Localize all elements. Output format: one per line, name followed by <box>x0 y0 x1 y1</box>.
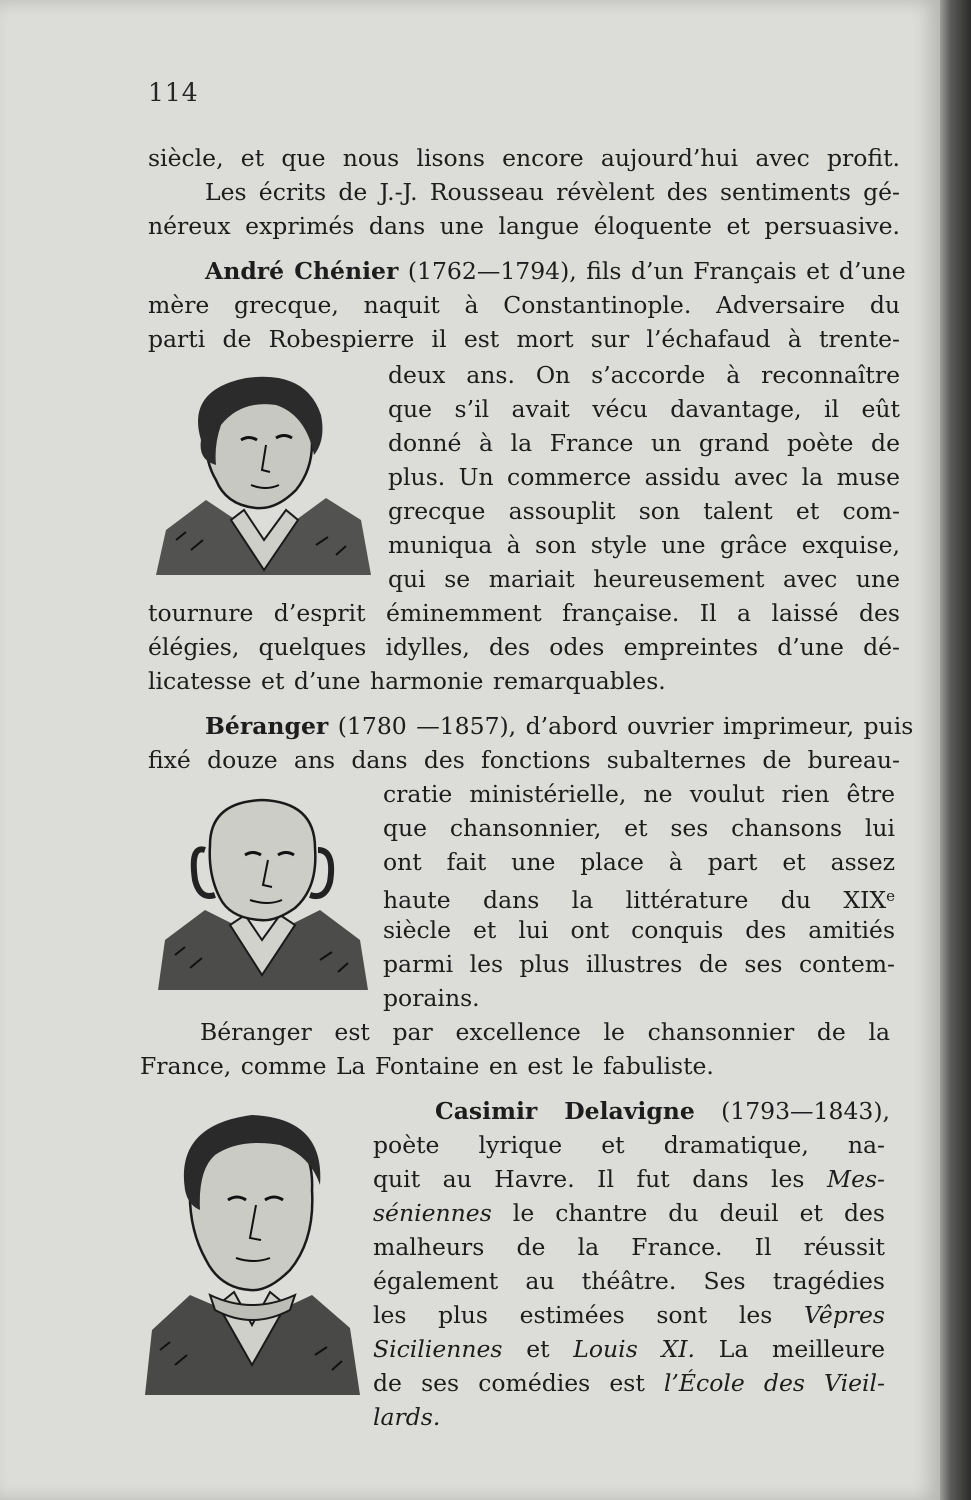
text-line: séniennes le chantre du deuil et des <box>373 1199 885 1227</box>
text-line: André Chénier (1762—1794), fils d’un Français et d’une <box>205 257 906 285</box>
text-line: Siciliennes et Louis XI. La meilleure <box>373 1335 885 1363</box>
text-line: mère grecque, naquit à Constantinople. Adversaire du <box>148 291 900 319</box>
text-line: poète lyrique et dramatique, na- <box>373 1131 885 1159</box>
text-line: siècle et lui ont conquis des amitiés <box>383 916 895 944</box>
text-line: parmi les plus illustres de ses contem- <box>383 950 895 978</box>
text-line: néreux exprimés dans une langue éloquente et persuasive. <box>148 212 900 240</box>
text-line: Béranger est par excellence le chansonnier de la <box>200 1018 890 1046</box>
portrait-chenier <box>146 370 376 585</box>
text-line: lards. <box>373 1403 441 1431</box>
text-line: Casimir Delavigne (1793—1843), <box>435 1097 890 1125</box>
text-line: fixé douze ans dans des fonctions subalternes de bureau- <box>148 746 900 774</box>
author-name-chenier: André Chénier <box>205 257 399 285</box>
page-number: 114 <box>148 78 199 107</box>
text-line: donné à la France un grand poète de <box>388 429 900 457</box>
text-line: cratie ministérielle, ne voulut rien être <box>383 780 895 808</box>
text-line: que s’il avait vécu davantage, il eût <box>388 395 900 423</box>
text-line: les plus estimées sont les Vêpres <box>373 1301 885 1329</box>
text-line: malheurs de la France. Il réussit <box>373 1233 885 1261</box>
text-line: France, comme La Fontaine en est le fabuliste. <box>140 1052 714 1080</box>
text-line: élégies, quelques idylles, des odes empreintes d’une dé- <box>148 633 900 661</box>
author-name-delavigne: Casimir Delavigne <box>435 1097 695 1125</box>
portrait-delavigne <box>140 1110 365 1400</box>
text-line: que chansonnier, et ses chansons lui <box>383 814 895 842</box>
text-line: muniqua à son style une grâce exquise, <box>388 531 900 559</box>
author-name-beranger: Béranger <box>205 712 329 740</box>
text-line: licatesse et d’une harmonie remarquables. <box>148 667 666 695</box>
text-line: siècle, et que nous lisons encore aujourd’hui avec profit. <box>148 144 900 172</box>
text-line: quit au Havre. Il fut dans les Mes- <box>373 1165 885 1193</box>
text-line: également au théâtre. Ses tragédies <box>373 1267 885 1295</box>
text-line: tournure d’esprit éminemment française. Il a laissé des <box>148 599 900 627</box>
text-line: qui se mariait heureusement avec une <box>388 565 900 593</box>
text-line: haute dans la littérature du XIXe <box>383 886 895 914</box>
text-line: de ses comédies est l’École des Vieil- <box>373 1369 885 1397</box>
text-line: parti de Robespierre il est mort sur l’échafaud à trente- <box>148 325 900 353</box>
text-line: Les écrits de J.-J. Rousseau révèlent des sentiments gé- <box>205 178 900 206</box>
portrait-beranger <box>150 790 375 1000</box>
text-line: plus. Un commerce assidu avec la muse <box>388 463 900 491</box>
text-line: ont fait une place à part et assez <box>383 848 895 876</box>
book-gutter <box>940 0 971 1500</box>
text-line: grecque assouplit son talent et com- <box>388 497 900 525</box>
text-line: Béranger (1780 —1857), d’abord ouvrier imprimeur, puis <box>205 712 914 740</box>
text-line: deux ans. On s’accorde à reconnaître <box>388 361 900 389</box>
text-line: porains. <box>383 984 480 1012</box>
